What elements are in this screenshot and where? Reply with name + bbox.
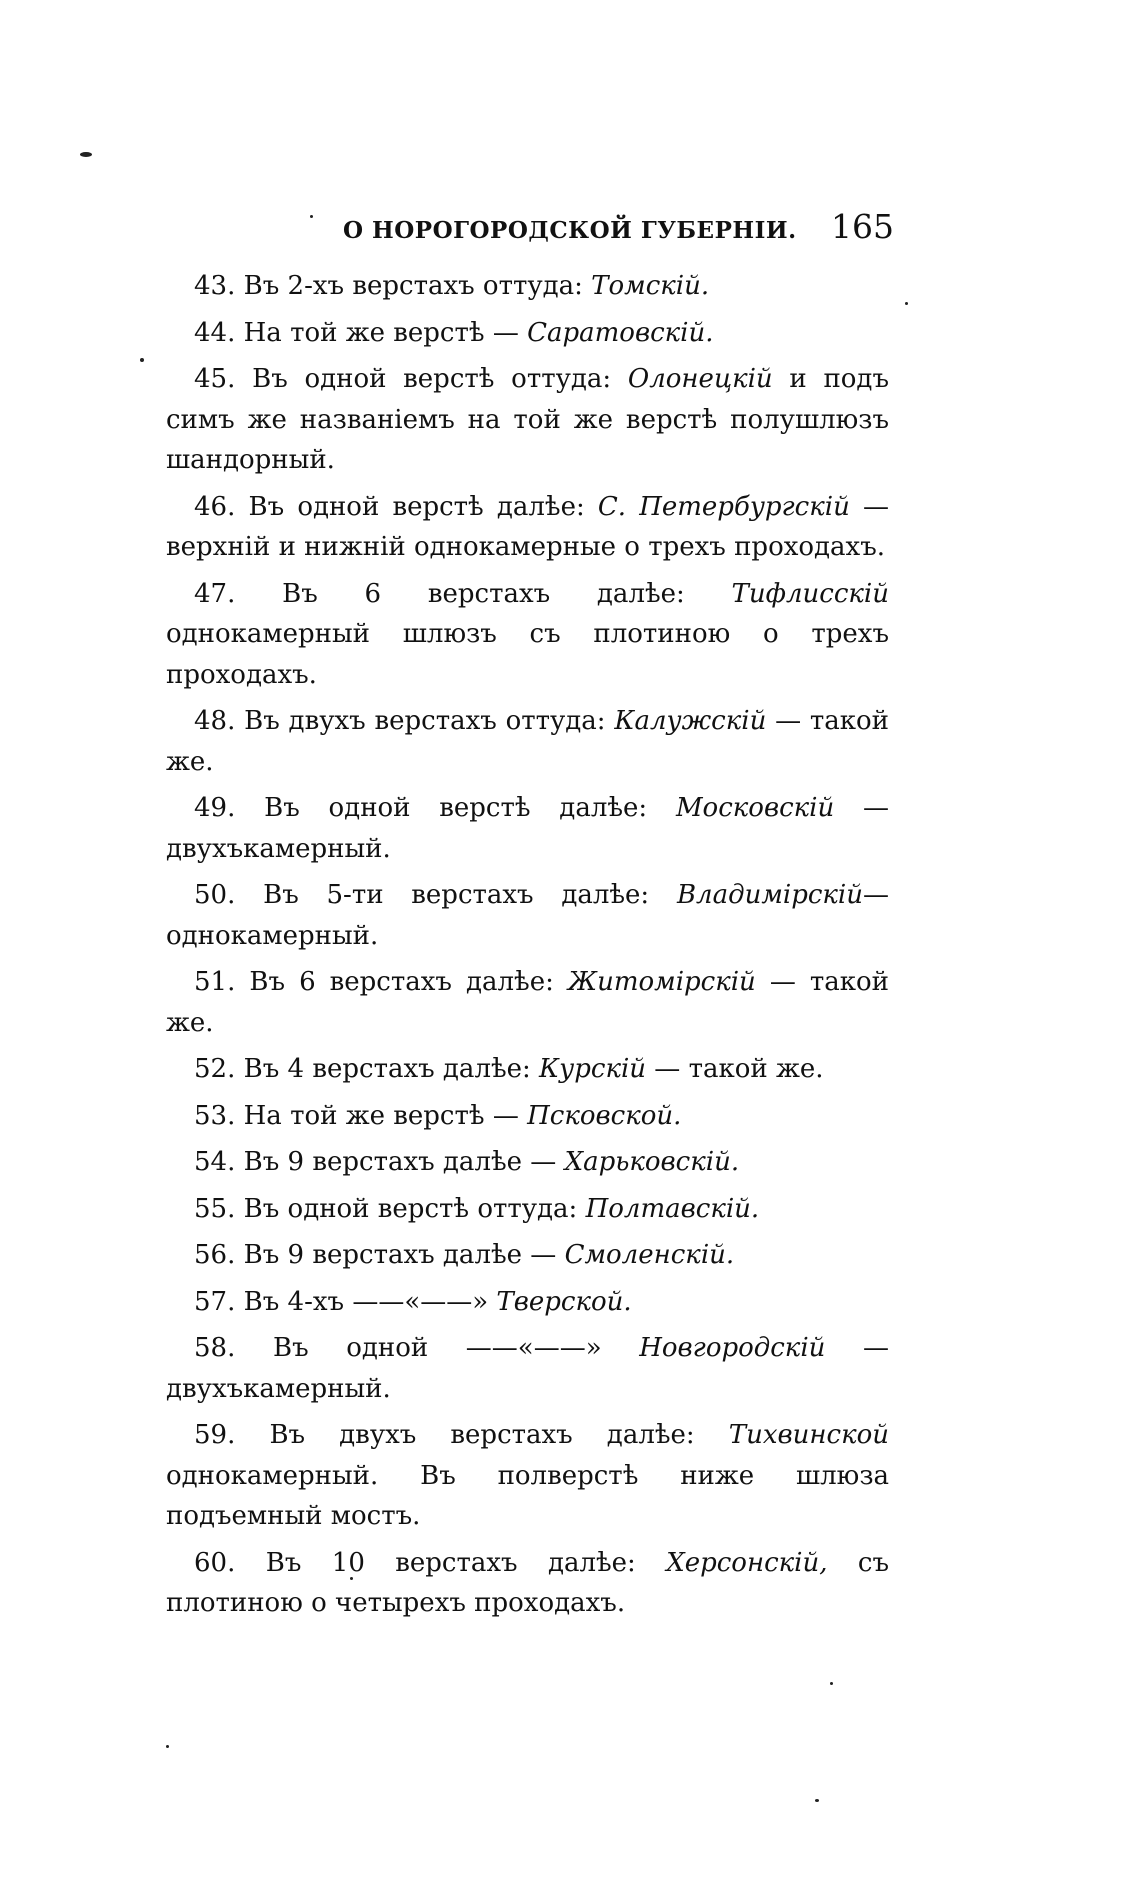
scan-speck	[140, 358, 144, 362]
entry-text: однокамерный. Въ полверстѣ ниже шлюза подъемный мостъ.	[166, 1460, 889, 1531]
lock-entry	[166, 1142, 889, 1183]
lock-name: Олонецкій	[627, 364, 773, 394]
entry-number: 45.	[194, 364, 236, 394]
lock-entry	[166, 266, 889, 307]
lock-name: Московскій	[675, 793, 835, 823]
lock-entry	[166, 1189, 889, 1230]
entry-number: 60.	[194, 1547, 236, 1578]
lock-entry	[166, 1415, 889, 1537]
entry-text: На той же верстѣ —	[235, 1100, 528, 1131]
running-header	[0, 205, 1140, 255]
lock-name: Житомірскій	[567, 967, 756, 997]
entry-text: Въ 5-ти верстахъ далѣе:	[235, 880, 677, 910]
scan-speck	[166, 1745, 169, 1748]
scan-speck	[815, 1799, 819, 1802]
entry-number: 56.	[194, 1240, 236, 1270]
entry-text: Въ одной верстѣ далѣе:	[235, 491, 598, 522]
scan-speck	[350, 1577, 353, 1580]
scan-speck	[80, 152, 92, 157]
lock-entry	[166, 1282, 889, 1323]
entry-text: и подъ симъ же названіемъ на той же верстѣ полушлюзъ шандорный.	[166, 364, 889, 475]
lock-name: Саратовскій.	[527, 317, 714, 348]
lock-name: Смоленскій.	[564, 1240, 735, 1270]
entry-text: Въ одной верстѣ далѣе:	[235, 793, 676, 823]
lock-entry	[166, 574, 889, 696]
scan-speck	[830, 1682, 833, 1685]
lock-entry	[166, 788, 889, 869]
lock-entry	[166, 1328, 889, 1409]
entry-text: Въ двухъ верстахъ оттуда:	[235, 706, 615, 736]
entry-number: 44.	[194, 317, 236, 348]
lock-entry	[166, 875, 889, 956]
lock-name: Курскій	[539, 1054, 647, 1084]
entry-text: Въ двухъ верстахъ далѣе:	[235, 1420, 729, 1450]
lock-entry	[166, 701, 889, 782]
lock-entry	[166, 359, 889, 481]
entry-text: Въ 4 верстахъ далѣе:	[235, 1054, 540, 1084]
lock-name: Псковской.	[527, 1100, 682, 1131]
lock-name: Томскій.	[591, 271, 710, 301]
lock-entry	[166, 487, 889, 568]
lock-entry	[166, 313, 889, 354]
lock-name: Новгородскій	[639, 1333, 826, 1363]
entry-text: Въ 2-хъ верстахъ оттуда:	[235, 271, 592, 301]
lock-entry	[166, 1096, 889, 1137]
entry-number: 47.	[194, 578, 236, 609]
entry-text: Въ 10 верстахъ далѣе:	[235, 1547, 667, 1578]
entry-text: —однокамерный.	[166, 880, 889, 951]
entry-text: Въ 6 верстахъ далѣе:	[235, 967, 568, 997]
page-number: 165	[831, 207, 894, 246]
lock-entry	[166, 1049, 889, 1090]
lock-entry	[166, 1543, 889, 1624]
entry-number: 50.	[194, 880, 236, 910]
entry-number: 54.	[194, 1147, 236, 1177]
entry-number: 55.	[194, 1193, 236, 1224]
scan-speck	[310, 215, 313, 218]
lock-list	[166, 266, 889, 1630]
entry-text: — такой же.	[166, 967, 889, 1038]
entry-number: 43.	[194, 271, 236, 301]
entry-text: — верхній и нижній однокамерные о трехъ проходахъ.	[166, 491, 889, 562]
lock-name: Полтавскій.	[585, 1193, 760, 1224]
entry-number: 53.	[194, 1100, 236, 1131]
entry-number: 51.	[194, 967, 236, 997]
entry-text: Въ 6 верстахъ далѣе:	[235, 578, 732, 609]
lock-name: Тифлисскій	[731, 578, 889, 609]
lock-name: Владимірскій	[676, 880, 863, 910]
entry-text: — такой же.	[166, 706, 889, 777]
entry-number: 46.	[194, 491, 236, 522]
lock-name: Тихвинской	[728, 1420, 889, 1450]
lock-name: Харьковскій.	[564, 1147, 740, 1177]
header-title: О НОРОГОРОДСКОЙ ГУБЕРНІИ.	[343, 217, 797, 244]
entry-number: 52.	[194, 1054, 236, 1084]
entry-number: 58.	[194, 1333, 236, 1363]
entry-text: Въ 9 верстахъ далѣе —	[235, 1147, 565, 1177]
entry-number: 48.	[194, 706, 236, 736]
entry-text: Въ одной верстѣ оттуда:	[235, 364, 628, 394]
lock-entry	[166, 1235, 889, 1276]
lock-name: С. Петербургскій	[597, 491, 850, 522]
scan-speck	[905, 302, 908, 305]
entry-number: 59.	[194, 1420, 236, 1450]
entry-text: — двухъкамерный.	[166, 1333, 890, 1404]
lock-name: Тверской.	[496, 1286, 632, 1317]
lock-entry	[166, 962, 889, 1043]
entry-text: Въ одной верстѣ оттуда:	[235, 1193, 586, 1224]
entry-number: 49.	[194, 793, 236, 823]
entry-number: 57.	[194, 1286, 236, 1317]
lock-name: Херсонскій,	[666, 1547, 828, 1578]
entry-text: Въ 9 верстахъ далѣе —	[235, 1240, 565, 1270]
entry-text: съ плотиною о четырехъ проходахъ.	[166, 1547, 889, 1618]
entry-text: однокамерный шлюзъ съ плотиною о трехъ проходахъ.	[166, 619, 889, 690]
entry-text: На той же верстѣ —	[235, 317, 528, 348]
entry-text: — двухъкамерный.	[166, 793, 890, 864]
entry-text: Въ одной ——«——»	[235, 1333, 640, 1363]
entry-text: Въ 4-хъ ——«——»	[235, 1286, 497, 1317]
entry-text: — такой же.	[646, 1054, 824, 1084]
lock-name: Калужскій	[614, 706, 767, 736]
